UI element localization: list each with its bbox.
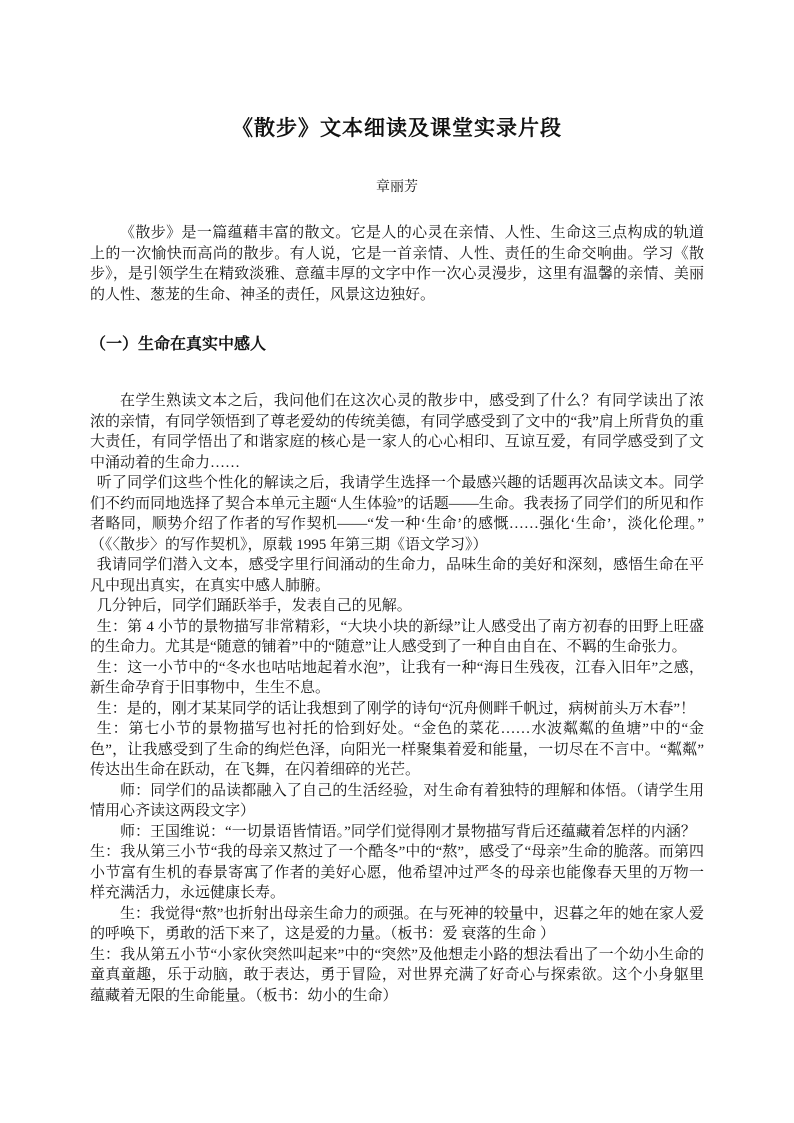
narration-paragraph: 我请同学们潜入文本，感受字里行间涌动的生命力，品味生命的美好和深刻，感悟生命在平凡中现出真实，在真实中感人肺腑。 [90,557,704,594]
student-utterance: 生：我从第三小节“我的母亲又熬过了一个酷冬”中的“熬”，感受了“母亲”生命的脆落。而第四小节富有生机的春景寄寓了作者的美好心愿，他希望冲过严冬的母亲也能像春天里的万物一样充满活力，永远健康长寿。 [90,844,704,901]
student-utterance: 生：这一小节中的“冬水也咕咕地起着水泡”，让我有一种“海日生残夜，江春入旧年”之感，新生命孕育于旧事物中，生生不息。 [90,659,704,696]
intro-paragraph: 《散步》是一篇蕴藉丰富的散文。它是人的心灵在亲情、人性、生命这三点构成的轨道上的一次愉快而高尚的散步。有人说，它是一首亲情、人性、责任的生命交响曲。学习《散步》，是引领学生在精致淡雅、意蕴丰厚的文字中作一次心灵漫步，这里有温馨的亲情、美丽的人性、葱茏的生命、神圣的责任，风景这边独好。 [90,225,704,303]
student-utterance: 生：是的，刚才某某同学的话让我想到了刚学的诗句“沉舟侧畔千帆过，病树前头万木春”！ [96,700,696,717]
narration-paragraph: 听了同学们这些个性化的解读之后，我请学生选择一个最感兴趣的话题再次品读文本。同学们不约而同地选择了契合本单元主题“人生体验”的话题——生命。我表扬了同学们的所见和作者略同，顺势介绍了作者的写作契机——“发一种‘生命’的感慨……强化‘生命’，淡化伦理。”（《〈散步〉的写作契机》，原载 1995 年第三期《语文学习》） [90,475,704,553]
narration-paragraph: 在学生熟读文本之后，我问他们在这次心灵的散步中，感受到了什么？有同学读出了浓浓的亲情，有同学领悟到了尊老爱幼的传统美德，有同学感受到了文中的“我”肩上所背负的重大责任，有同学悟出了和谐家庭的核心是一家人的心心相印、互谅互爱，有同学感受到了文中涌动着的生命力…… [90,393,704,471]
student-utterance: 生：第七小节的景物描写也衬托的恰到好处。“金色的菜花……水波粼粼的鱼塘”中的“金色”，让我感受到了生命的绚烂色泽，向阳光一样聚集着爱和能量，一切尽在不言中。“粼粼”传达出生命在跃动，在飞舞，在闪着细碎的光芒。 [90,721,704,778]
teacher-utterance: 师：王国维说：“一切景语皆情语。”同学们觉得刚才景物描写背后还蕴藏着怎样的内涵？ [120,823,696,840]
teacher-utterance: 师：同学们的品读都融入了自己的生活经验，对生命有着独特的理解和体悟。（请学生用情用心齐读这两段文字） [90,782,704,819]
narration-paragraph: 几分钟后，同学们踊跃举手，发表自己的见解。 [96,598,412,614]
section-heading: （一）生命在真实中感人 [90,336,267,353]
author-name: 章丽芳 [376,180,418,195]
student-utterance: 生：我觉得“熬”也折射出母亲生命力的顽强。在与死神的较量中，迟暮之年的她在家人爱的呼唤下，勇敢的活下来了，这是爱的力量。（板书：爱 衰落的生命 ） [90,905,704,942]
document-body [90,223,704,1006]
student-utterance: 生：第 4 小节的景物描写非常精彩，“大块小块的新绿”让人感受出了南方初春的田野上旺盛的生命力。尤其是“随意的铺着”中的“随意”让人感受到了一种自由自在、不羁的生命张力。 [90,618,704,655]
student-utterance: 生：我从第五小节“小家伙突然叫起来”中的“突然”及他想走小路的想法看出了一个幼小生命的童真童趣，乐于动脑，敢于表达，勇于冒险，对世界充满了好奇心与探索欲。这个小身躯里蕴藏着无限的生命能量。（板书：幼小的生命） [90,946,704,1004]
page-title: 《散步》文本细读及课堂实录片段 [232,116,562,140]
